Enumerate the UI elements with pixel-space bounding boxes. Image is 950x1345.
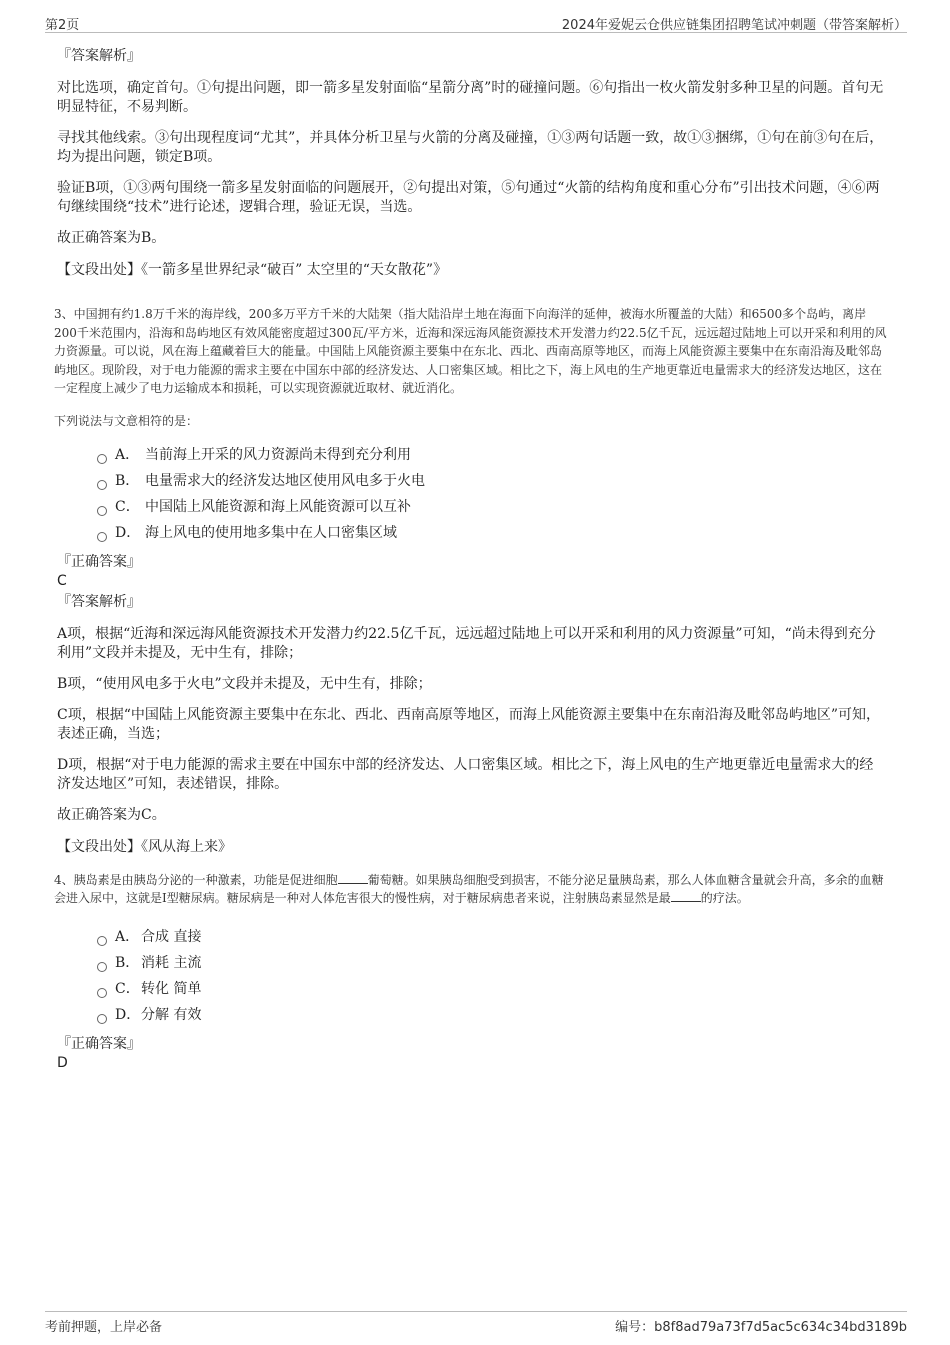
radio-icon[interactable]	[97, 480, 107, 490]
q3-source: 【文段出处】《风从海上来》	[57, 838, 232, 855]
q2-analysis-label: 『答案解析』	[57, 48, 141, 64]
q4-option-c[interactable]	[95, 976, 887, 1002]
option-letter: B．	[115, 472, 140, 489]
option-text: 分解 有效	[141, 1006, 202, 1023]
q2-analysis-p1: 对比选项，确定首句。①句提出问题，即一箭多星发射面临“星箭分离”时的碰撞问题。⑥句指出一枚火箭发射多种卫星的问题。首句无明显特征，不易判断。	[57, 80, 884, 115]
q3-answer-summary: 故正确答案为C。	[57, 806, 166, 823]
option-letter: C．	[115, 980, 140, 997]
option-letter: D．	[115, 1006, 141, 1023]
option-letter: C．	[115, 498, 140, 515]
option-letter: A．	[115, 446, 140, 463]
option-text: 转化 简单	[141, 980, 202, 997]
option-text: 消耗 主流	[141, 954, 202, 971]
option-letter: A．	[115, 928, 140, 945]
q3-correct-answer: C	[57, 572, 67, 589]
radio-icon[interactable]	[97, 936, 107, 946]
q3-option-c[interactable]	[95, 494, 887, 520]
q4-correct-answer: D	[57, 1054, 68, 1071]
q3-options	[57, 442, 887, 546]
radio-icon[interactable]	[97, 962, 107, 972]
q4-option-a[interactable]	[95, 924, 887, 950]
radio-icon[interactable]	[97, 454, 107, 464]
q3-option-d[interactable]	[95, 520, 887, 546]
page-header	[45, 12, 907, 33]
radio-icon[interactable]	[97, 988, 107, 998]
q3-option-a[interactable]	[95, 442, 887, 468]
footer-slogan: 考前押题，上岸必备	[45, 1320, 163, 1335]
radio-icon[interactable]	[97, 1014, 107, 1024]
page-footer	[45, 1311, 907, 1334]
option-letter: B．	[115, 954, 140, 971]
q2-answer-summary: 故正确答案为B。	[57, 230, 166, 246]
q4-question-part2: 葡萄糖。如果胰岛细胞受到损害，不能分泌足量胰岛素，那么人体血糖含量就会升高，多余的血糖会进入尿中，这就是I型糖尿病。糖尿病是一种对人体危害很大的慢性病，对于糖尿病患者来说，注射胰岛素显然是最	[54, 872, 884, 905]
q3-analysis-a: A项，根据“近海和深远海风能资源技术开发潜力约22.5亿千瓦，远远超过陆地上可以开采和利用的风力资源量”可知，“尚未得到充分利用”文段并未提及，无中生有，排除；	[57, 625, 876, 661]
q3-correct-label: 『正确答案』	[57, 553, 141, 570]
answer-blank	[671, 889, 701, 902]
q3-analysis-b: B项，“使用风电多于火电”文段并未提及，无中生有，排除；	[57, 675, 432, 692]
option-text: 当前海上开采的风力资源尚未得到充分利用	[145, 446, 411, 463]
answer-blank	[338, 871, 368, 884]
q3-question: 3、中国拥有约1.8万千米的海岸线，200多万平方千米的大陆架（指大陆沿岸土地在海面下向海洋的延伸，被海水所覆盖的大陆）和6500多个岛屿，离岸200千米范围内，沿海和岛屿地区有效风能密度超过300瓦/平方米，近海和深远海风能资源技术开发潜力约22.5亿千瓦，远远超过陆地上可以开采和利用的风力资源量。可以说，风在海上蕴藏着巨大的能量。中国陆上风能资源主要集中在东北、西北、西南高原等地区，而海上风能资源主要集中在东南沿海及毗邻岛屿地区。现阶段，对于电力能源的需求主要在中国东中部的经济发达、人口密集区域。相比之下，海上风电的生产地更靠近电量需求大的经济发达地区，这在一定程度上减少了电力运输成本和损耗，可以实现资源就近取材、就近消化。	[54, 307, 887, 395]
radio-icon[interactable]	[97, 532, 107, 542]
option-text: 海上风电的使用地多集中在人口密集区域	[145, 524, 397, 541]
option-text: 合成 直接	[141, 928, 202, 945]
option-letter: D．	[115, 524, 141, 541]
q4-question-part3: 的疗法。	[700, 891, 749, 905]
document-code: 编号：b8f8ad79a73f7d5ac5c634c34bd3189b	[615, 1320, 907, 1335]
q2-analysis-p2: 寻找其他线索。③句出现程度词“尤其”，并具体分析卫星与火箭的分离及碰撞，①③两句话题一致，故①③捆绑，①句在前③句在后，均为提出问题，锁定B项。	[57, 130, 884, 165]
q4-question-part1: 4、胰岛素是由胰岛分泌的一种激素，功能是促进细胞	[54, 872, 338, 887]
page-number: 第2页	[45, 18, 80, 33]
q3-analysis-d: D项，根据“对于电力能源的需求主要在中国东中部的经济发达、人口密集区域。相比之下，海上风电的生产地更靠近电量需求大的经济发达地区”可知，表述错误，排除。	[57, 756, 874, 792]
q2-source: 【文段出处】《一箭多星世界纪录“破百” 太空里的“天女散花”》	[57, 262, 448, 278]
q4-options	[57, 924, 887, 1028]
q3-analysis-label: 『答案解析』	[57, 593, 141, 610]
q2-analysis-p3: 验证B项，①③两句围绕一箭多星发射面临的问题展开，②句提出对策，⑤句通过“火箭的结构角度和重心分布”引出技术问题，④⑥两句继续围绕“技术”进行论述，逻辑合理，验证无误，当选。	[57, 180, 880, 215]
q4-option-d[interactable]	[95, 1002, 887, 1028]
option-text: 中国陆上风能资源和海上风能资源可以互补	[145, 498, 411, 515]
q4-option-b[interactable]	[95, 950, 887, 976]
q4-correct-label: 『正确答案』	[57, 1035, 141, 1052]
q3-analysis-c: C项，根据“中国陆上风能资源主要集中在东北、西北、西南高原等地区，而海上风能资源主要集中在东南沿海及毗邻岛屿地区”可知，表述正确，当选；	[57, 706, 881, 742]
q4-question	[54, 871, 887, 908]
document-title: 2024年爱妮云仓供应链集团招聘笔试冲刺题（带答案解析）	[561, 18, 907, 33]
page-content	[54, 46, 887, 1072]
option-text: 电量需求大的经济发达地区使用风电多于火电	[145, 472, 425, 489]
radio-icon[interactable]	[97, 506, 107, 516]
q3-option-b[interactable]	[95, 468, 887, 494]
q3-prompt: 下列说法与文意相符的是：	[54, 413, 199, 428]
